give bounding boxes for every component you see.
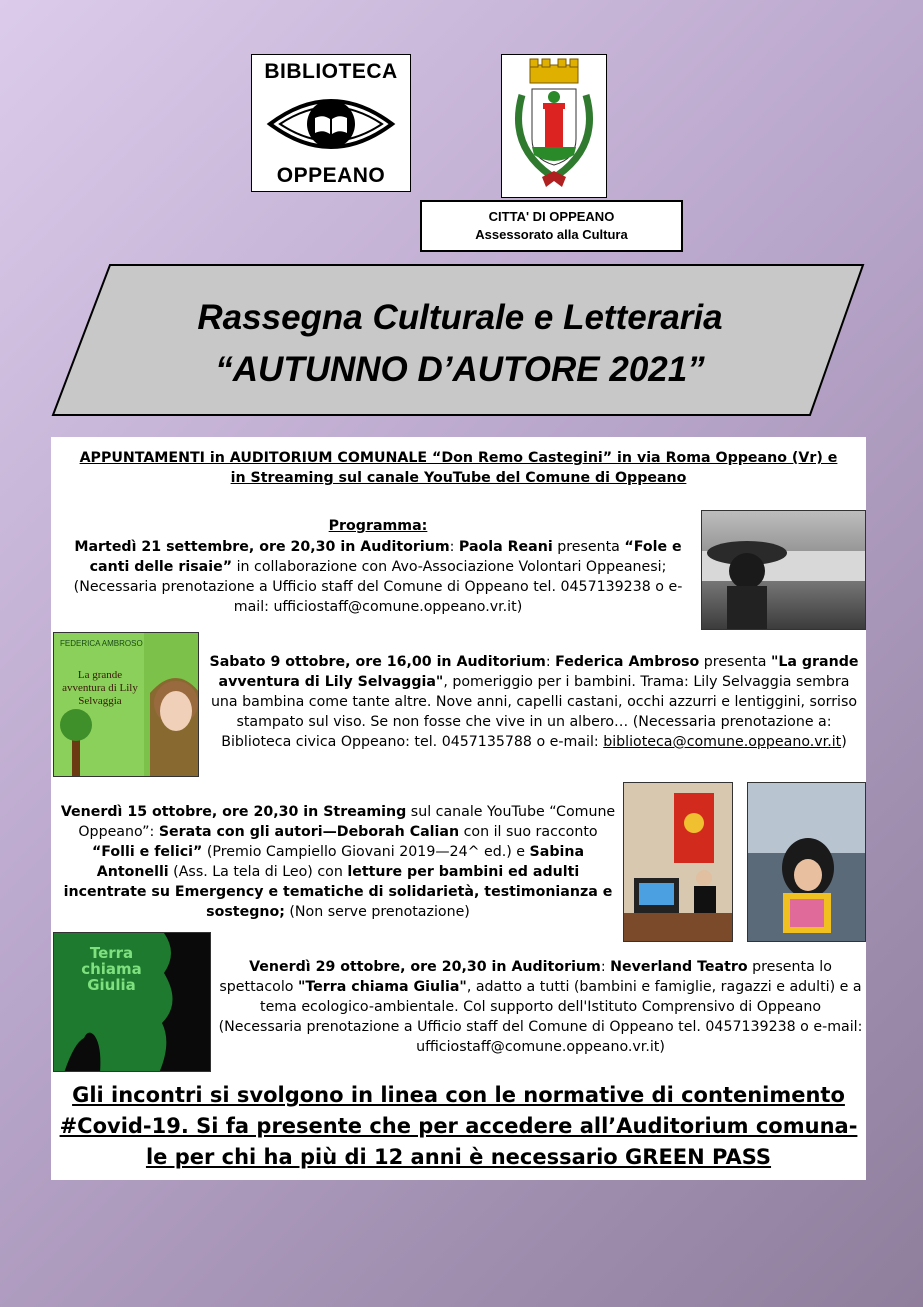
storytelling-image [624, 783, 733, 942]
programma-heading: Programma: [328, 518, 428, 534]
event-2-verb: presenta [699, 654, 771, 670]
city-name: CITTA' DI OPPEANO [488, 209, 615, 224]
event-3-when: Venerdì 15 ottobre, ore 20,30 in Streaming [60, 804, 407, 820]
city-box [420, 200, 683, 252]
notice-line1: Gli incontri si svolgono in linea con le normative di contenimento [72, 1083, 845, 1107]
title-line2: “AUTUNNO D’AUTORE 2021” [215, 350, 705, 389]
covid-notice [51, 1080, 866, 1173]
event-3-part5: (Non serve prenotazione) [284, 904, 470, 920]
event-2-title: "La grande avventura di Lily Selvaggia" [218, 654, 859, 690]
event-3-part2: con il suo racconto [459, 824, 598, 840]
event-3-photo-1 [623, 782, 733, 942]
city-crest [501, 54, 607, 198]
event-title [90, 292, 830, 396]
event-1-details: in collaborazione con Avo-Associazione Volontari Oppeanesi; (Necessaria prenotazione a Ufficio staff del Comune di Oppeano tel. 0457139238 o e-mail: ufficiostaff@comune.oppeano.vr.it) [73, 559, 683, 615]
event-2-email[interactable]: biblioteca@comune.oppeano.vr.it [603, 734, 842, 750]
event-4-poster [53, 932, 211, 1072]
library-logo [251, 54, 411, 192]
intro [55, 448, 862, 488]
event-2-when: Sabato 9 ottobre, ore 16,00 in Auditorium [209, 654, 546, 670]
woman-reading-image [748, 783, 866, 942]
crest-icon [502, 55, 606, 197]
event-2-close: ) [841, 734, 847, 750]
event-3-topic: letture per bambini ed adulti incentrate su Emergency e tematiche di solidarietà, testimonianza e sostegno; [63, 864, 613, 920]
event-3-story: “Folli e felici” [91, 844, 203, 860]
book-title: La grande avventura di Lily Selvaggia [62, 669, 138, 707]
event-3 [58, 802, 618, 922]
event-1-verb: presenta [552, 539, 625, 555]
event-2-book-cover [53, 632, 199, 777]
event-1-when: Martedì 21 settembre, ore 20,30 in Auditorium [74, 539, 450, 555]
poster-title: Terra chiama Giulia [81, 944, 142, 994]
event-4-when: Venerdì 29 ottobre, ore 20,30 in Auditorium [249, 959, 601, 975]
event-1: Martedì 21 settembre, ore 20,30 in Auditorium: Paola Reani presenta “Fole e canti delle risaie” in collaborazione con Avo-Associazione Volontari Oppeanesi; (Necessaria prenotazione a Ufficio staff del Comune di Oppeano tel. 0457139238 o e-mail: ufficiostaff@comune.oppeano.vr.it) [73, 539, 683, 615]
intro-line2: in Streaming sul canale YouTube del Comune di Oppeano [230, 470, 687, 486]
event-4: Venerdì 29 ottobre, ore 20,30 in Auditorium: Neverland Teatro presenta lo spettacolo "Terra chiama Giulia", adatto a tutti (bambini e famiglie, ragazzi e adulti) e a tema ecologico-ambientale. Col supporto dell'Istituto Comprensivo di Oppeano (Necessaria prenotazione a Ufficio staff del Comune di Oppeano tel. 0457139238 o e-mail: ufficiostaff@comune.oppeano.vr.it) [218, 959, 863, 1055]
intro-line1: APPUNTAMENTI in AUDITORIUM COMUNALE “Don Remo Castegini” in via Roma Oppeano (Vr) e [79, 450, 838, 466]
tree-girl-image [54, 633, 199, 777]
event-3-authors: Serata con gli autori—Deborah Calian [158, 824, 460, 840]
notice-line2: #Covid-19. Si fa presente che per accedere all’Auditorium comuna- [59, 1114, 858, 1138]
event-3-part3: (Premio Campiello Giovani 2019—24^ ed.) e [202, 844, 530, 860]
event-2: Sabato 9 ottobre, ore 16,00 in Auditorium: Federica Ambroso presenta "La grande avventura di Lily Selvaggia", pomeriggio per i bambini. Trama: Lily Selvaggia sembra una bambina come tante altre. Nove anni, capelli castani, occhi azzurri e lentiggini, sorriso stampato sul viso. Se non fosse che vive in un albero… (Necessaria prenotazione a: Biblioteca civica Oppeano: tel. 0457135788 o e-mail: biblioteca@comune.oppeano.vr.it) [209, 654, 859, 750]
event-4-title: "Terra chiama Giulia" [297, 979, 467, 995]
event-1-who: Paola Reani [458, 539, 553, 555]
event-3-part1: sul canale YouTube “Comune Oppeano”: [78, 804, 616, 840]
city-dept: Assessorato alla Cultura [475, 227, 628, 242]
event-2-who: Federica Ambroso [555, 654, 700, 670]
event-4-details: , adatto a tutti (bambini e famiglie, ragazzi e adulti) e a tema ecologico-ambientale. Col supporto dell'Istituto Comprensivo di Oppeano (Necessaria prenotazione a Ufficio staff del Comune di Oppeano tel. 0457139238 o e-mail: ufficiostaff@comune.oppeano.vr.it) [218, 979, 863, 1055]
event-2-details: , pomeriggio per i bambini. Trama: Lily Selvaggia sembra una bambina come tante altre. Nove anni, capelli castani, occhi azzurri e lentiggini, sorriso stampato sul viso. Se non fosse che vive in un albero… (Necessaria prenotazione a: Biblioteca civica Oppeano: tel. 0457135788 o e-mail: [210, 674, 858, 750]
event-4-verb: presenta lo spettacolo [219, 959, 832, 995]
event-1-title: “Fole e canti delle risaie” [89, 539, 682, 575]
woman-hat-image [702, 511, 866, 630]
notice-line3: le per chi ha più di 12 anni è necessario GREEN PASS [145, 1145, 772, 1169]
library-logo-top: BIBLIOTECA [264, 60, 398, 83]
title-line1: Rassegna Culturale e Letteraria [197, 298, 723, 337]
library-logo-bottom: OPPEANO [276, 164, 386, 187]
event-4-who: Neverland Teatro [610, 959, 748, 975]
event-3-guest: Sabina Antonelli [96, 844, 585, 880]
event-1-photo [701, 510, 866, 630]
book-author: FEDERICA AMBROSO [60, 639, 143, 648]
event-3-part4: (Ass. La tela di Leo) con [168, 864, 348, 880]
event-3-photo-2 [747, 782, 866, 942]
eye-book-icon [266, 86, 396, 162]
